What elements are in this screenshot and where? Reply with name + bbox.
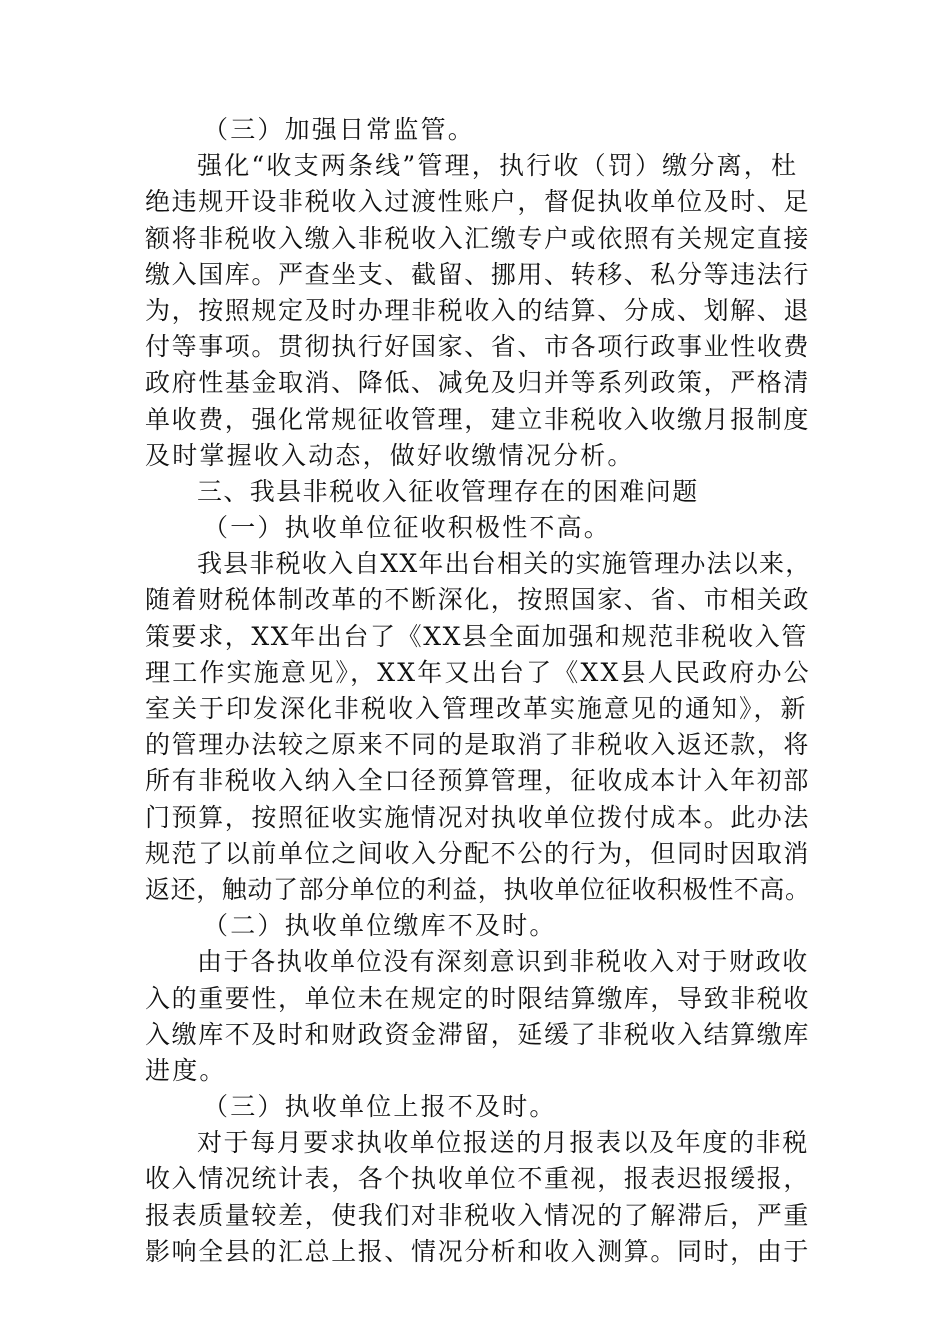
section-heading: （三）执收单位上报不及时。 (203, 1092, 557, 1122)
section-heading: （三）加强日常监管。 (203, 115, 476, 144)
paragraph-line: 及时掌握收入动态，做好收缴情况分析。 (145, 440, 635, 470)
paragraph-line: 绝违规开设非税收入过渡性账户，督促执收单位及时、足 (145, 187, 811, 217)
paragraph-line: 我县非税收入自XX年出台相关的实施管理办法以来， (197, 549, 812, 579)
paragraph-line: 报表质量较差，使我们对非税收入情况的了解滞后，严重 (145, 1200, 811, 1230)
paragraph-line: 随着财税体制改革的不断深化，按照国家、省、市相关政 (145, 585, 811, 615)
paragraph-line: 收入情况统计表，各个执收单位不重视，报表迟报缓报， (145, 1164, 811, 1194)
paragraph-line: 理工作实施意见》，XX年又出台了《XX县人民政府办公 (145, 657, 811, 687)
paragraph-line: 室关于印发深化非税收入管理改革实施意见的通知》，新 (145, 694, 808, 723)
paragraph-line: 规范了以前单位之间收入分配不公的行为，但同时因取消 (145, 838, 811, 868)
paragraph-line: 强化“收支两条线”管理，执行收（罚）缴分离，杜 (197, 151, 799, 181)
paragraph-line: 进度。 (145, 1055, 227, 1085)
paragraph-line: 入缴库不及时和财政资金滞留，延缓了非税收入结算缴库 (145, 1019, 811, 1049)
paragraph-line: 返还，触动了部分单位的利益，执收单位征收积极性不高。 (145, 874, 811, 904)
chapter-heading: 三、我县非税收入征收管理存在的困难问题 (197, 476, 699, 506)
paragraph-line: 的管理办法较之原来不同的是取消了非税收入返还款，将 (145, 730, 811, 760)
paragraph-line: 政府性基金取消、降低、减免及归并等系列政策，严格清 (145, 368, 811, 398)
paragraph-line: 为，按照规定及时办理非税收入的结算、分成、划解、退 (145, 295, 811, 325)
paragraph-line: 门预算，按照征收实施情况对执收单位拨付成本。此办法 (145, 802, 811, 832)
section-heading: （一）执收单位征收积极性不高。 (203, 513, 612, 543)
paragraph-line: 缴入国库。严查坐支、截留、挪用、转移、私分等违法行 (145, 259, 811, 289)
paragraph-line: 单收费，强化常规征收管理，建立非税收入收缴月报制度 (145, 404, 811, 434)
section-heading: （二）执收单位缴库不及时。 (203, 911, 557, 941)
paragraph-line: 策要求，XX年出台了《XX县全面加强和规范非税收入管 (145, 621, 808, 651)
paragraph-line: 入的重要性，单位未在规定的时限结算缴库，导致非税收 (145, 983, 811, 1013)
paragraph-line: 额将非税收入缴入非税收入汇缴专户或依照有关规定直接 (145, 223, 811, 253)
paragraph-line: 付等事项。贯彻执行好国家、省、市各项行政事业性收费 (145, 332, 811, 362)
paragraph-line: 影响全县的汇总上报、情况分析和收入测算。同时，由于 (145, 1236, 811, 1266)
paragraph-line: 由于各执收单位没有深刻意识到非税收入对于财政收 (197, 947, 809, 977)
paragraph-line: 对于每月要求执收单位报送的月报表以及年度的非税 (197, 1128, 809, 1158)
paragraph-line: 所有非税收入纳入全口径预算管理，征收成本计入年初部 (145, 766, 811, 796)
